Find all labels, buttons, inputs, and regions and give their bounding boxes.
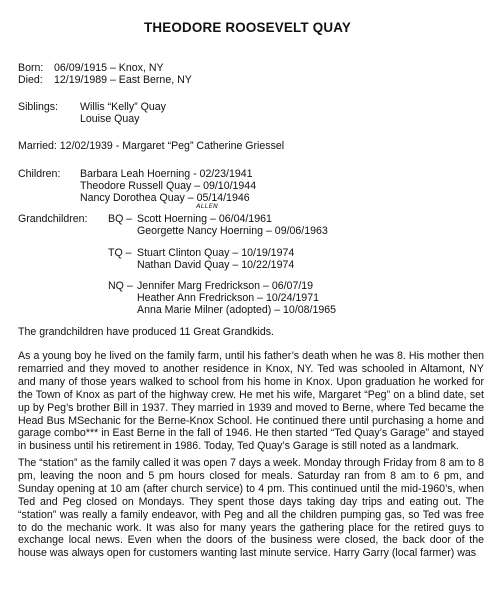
grandchild-entry: Jennifer Marg Fredrickson – 06/07/19: [137, 280, 314, 292]
died-label: Died:: [18, 74, 43, 86]
born-value: 06/09/1915 – Knox, NY: [54, 62, 164, 74]
grandchild-entry: Anna Marie Milner (adopted) – 10/08/1965: [137, 304, 337, 316]
born-label: Born:: [18, 62, 44, 74]
siblings-label: Siblings:: [18, 101, 59, 113]
died-value: 12/19/1989 – East Berne, NY: [54, 74, 192, 86]
document-title: THEODORE ROOSEVELT QUAY: [144, 20, 351, 35]
child-entry: Barbara Leah Hoerning - 02/23/1941: [80, 168, 253, 180]
grandchildren-label: Grandchildren:: [18, 213, 88, 225]
child-entry: Nancy Dorothea Quay – 05/14/1946: [80, 192, 250, 204]
child-entry: Theodore Russell Quay – 09/10/1944: [80, 180, 257, 192]
children-label: Children:: [18, 168, 61, 180]
grandchild-group-code: BQ –: [108, 213, 133, 225]
sibling-name: Willis “Kelly” Quay: [80, 101, 166, 113]
grandchild-group-code: NQ –: [108, 280, 133, 292]
biography-paragraph: As a young boy he lived on the family farm, until his father’s death when he was 8. His mother then remarried and they moved to another residence in Knox, NY. Ted was schooled in Altamont, NY and many of those years walked to school from his home in Knox. Upon graduation he worked for the Town of Knox as part of the highway crew. He met his wife, Margaret “Peg” on a blind date, set up by Peg’s brother Bill in 1937. They married in 1939 and moved to Berne, where Ted became the Head Bus MSechanic for the Berne-Knox School. He continued there until purchasing a home and garage combo*** in East Berne in the fall of 1946. He then started “Ted Quay’s Garage” and stayed in business until his retirement in 1986. Today, Ted Quay’s Garage is still noted as a landmark.: [18, 350, 484, 453]
grandchild-group-code: TQ –: [108, 247, 132, 259]
grandchild-entry: Scott Hoerning – 06/04/1961: [137, 213, 272, 225]
grandchild-entry: Heather Ann Fredrickson – 10/24/1971: [137, 292, 319, 304]
married-line: Married: 12/02/1939 - Margaret “Peg” Catherine Griessel: [18, 140, 285, 152]
grandchild-entry: Georgette Nancy Hoerning – 09/06/1963: [137, 225, 328, 237]
handwritten-annotation: ALLEN: [196, 202, 219, 210]
sibling-name: Louise Quay: [80, 113, 140, 125]
great-grandkids-line: The grandchildren have produced 11 Great Grandkids.: [18, 326, 274, 338]
grandchild-entry: Nathan David Quay – 10/22/1974: [137, 259, 295, 271]
grandchild-entry: Stuart Clinton Quay – 10/19/1974: [137, 247, 295, 259]
biography-paragraph: The “station” as the family called it was open 7 days a week. Monday through Friday from 8 am to 8 pm, leaving the noon and 5 pm hours closed for meals. Saturday ran from 8 am to 6 pm, and Sunday opening at 10 am (after church service) to 4 pm. This continued until the mid-1960’s, when Ted and Peg closed on Mondays. They spent those days taking day trips and eating out. The “station” was really a family endeavor, with Peg and all the children pumping gas, so Ted was free to do the mechanic work. It was also for many years the gathering place for the retired guys to exchange local news. Even when the doors of the business were closed, the back door of the house was always open for customers wanting last minute service. Harry Garry (local farmer) was: [18, 457, 484, 560]
